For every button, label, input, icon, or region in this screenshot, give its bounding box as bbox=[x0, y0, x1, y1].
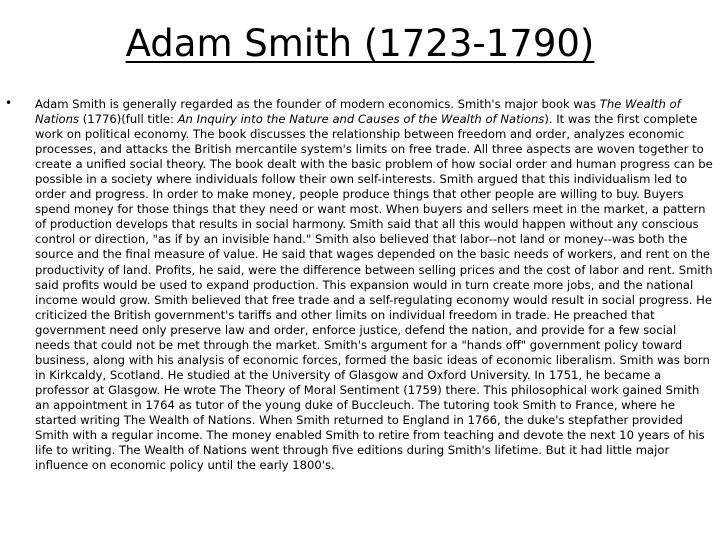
bullet-marker: • bbox=[5, 96, 13, 110]
text-segment: (1776)(full title: bbox=[79, 112, 178, 127]
slide-title: Adam Smith (1723-1790) bbox=[125, 22, 595, 65]
text-segment: Adam Smith is generally regarded as the founder of modern economics. Smith's major book was bbox=[35, 97, 600, 111]
body-paragraph bbox=[35, 97, 713, 473]
full-title-italic: An Inquiry into the Nature and Causes of the Wealth of Nations bbox=[177, 112, 545, 127]
text-segment: ). It was the first complete work on political economy. The book discusses the relationship between freedom and order, analyzes economic processes, and attacks the British mercantile system's limits on free trade. All three aspects are woven together to create a unified social theory. The book dealt with the basic problem of how social order and human progress can be possible in a society where individuals follow their own self-interests. Smith argued that this individualism led to order and progress. In order to make money, people produce things that other people are willing to buy. Buyers spend money for those things that they need or want most. When buyers and sellers meet in the market, a pattern of production develops that results in social harmony. Smith said that all this would happen without any conscious control or direction, "as if by an invisible hand." Smith also believed that labor--not land or money--was both the source and the final measure of value. He said that wages depended on the basic needs of workers, and rent on the productivity of land. Profits, he said, were the difference between selling prices and the cost of labor and rent. Smith said profits would be used to expand production. This expansion would in turn create more jobs, and the national income would grow. Smith believed that free trade and a self-regulating economy would result in social progress. He criticized the British government's tariffs and other limits on individual freedom in trade. He preached that government need only preserve law and order, enforce justice, defend the nation, and provide for a few social needs that could not be met through the market. Smith's argument for a "hands off" government policy toward business, along with his analysis of economic forces, formed the basic ideas of economic liberalism. Smith was born in Kirkcaldy, Scotland. He studied at the University of Glasgow and Oxford University. In 1751, he became a professor at Glasgow. He wrote The Theory of Moral Sentiment (1759) there. This philosophical work gained Smith an appointment in 1764 as tutor of the young duke of Buccleuch. The tutoring took Smith to France, where he started writing The Wealth of Nations. When Smith returned to England in 1766, the duke's stepfather provided Smith with a regular income. The money enabled Smith to retire from teaching and devote the next 10 years of his life to writing. The Wealth of Nations went through five editions during Smith's lifetime. But it had little major influence on economic policy until the early 1800's. bbox=[35, 112, 713, 473]
book-title-italic: The Wealth of Nations bbox=[35, 97, 681, 127]
